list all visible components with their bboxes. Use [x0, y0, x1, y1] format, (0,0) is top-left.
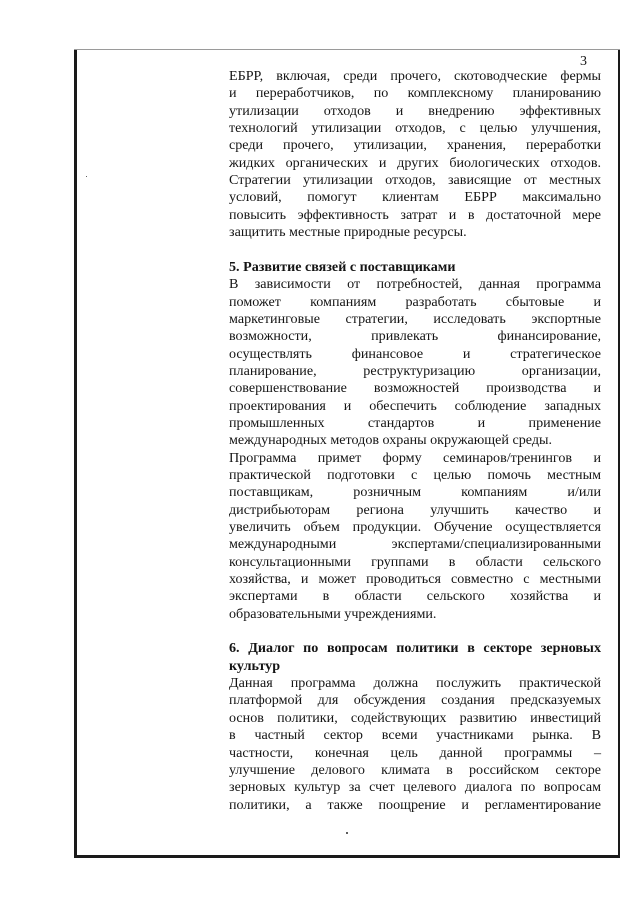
text-line: консультационными группами в области сельского: [229, 553, 601, 570]
text-line: Стратегии утилизации отходов, зависящие от местных: [229, 172, 601, 189]
page-number: 3: [580, 54, 587, 69]
document-body: [229, 68, 601, 814]
heading-line: культур: [229, 657, 281, 674]
scan-speck: [346, 832, 348, 834]
text-line: платформой для обсуждения создания предсказуемых: [229, 692, 601, 709]
text-line: среди прочего, утилизации, хранения, переработки: [229, 137, 601, 154]
text-line: увеличить объем продукции. Обучение осуществляется: [229, 518, 601, 535]
text-line: повысить эффективность затрат и в достаточной мере: [229, 206, 601, 223]
text-line: маркетинговые стратегии, исследовать экспортные: [229, 310, 601, 327]
text-line: Программа примет форму семинаров/тренингов и: [229, 449, 601, 466]
text-line: хозяйства, и может проводиться совместно с местными: [229, 571, 601, 588]
text-line: поставщикам, розничным компаниям и/или: [229, 484, 601, 501]
text-line: ЕБРР, включая, среди прочего, скотоводческие фермы: [229, 68, 601, 84]
paragraph-spacer: [229, 623, 601, 640]
text-line: промышленных стандартов и применение: [229, 414, 601, 431]
text-line: технологий утилизации отходов, с целью улучшения,: [229, 120, 601, 137]
text-line: проектирования и обеспечить соблюдение западных: [229, 397, 601, 414]
paragraph-spacer: [229, 241, 601, 258]
text-line: В зависимости от потребностей, данная программа: [229, 276, 601, 293]
text-line: условий, помогут клиентам ЕБРР максимально: [229, 189, 601, 206]
text-line: улучшение делового климата в российском секторе: [229, 761, 601, 778]
text-line: экспертами в области сельского хозяйства и: [229, 588, 601, 605]
text-line: жидких органических и других биологических отходов.: [229, 154, 601, 171]
paragraph-training-program: [229, 450, 601, 623]
section-heading-5: [229, 259, 601, 276]
text-line: защитить местные природные ресурсы.: [229, 224, 467, 241]
text-line: поможет компаниям разработать сбытовые и: [229, 293, 601, 310]
text-line: Данная программа должна послужить практической: [229, 675, 601, 692]
paragraph-waste-management: [229, 68, 601, 241]
text-line: возможности, привлекать финансирование,: [229, 328, 601, 345]
text-line: в частный сектор всеми участниками рынка. В: [229, 727, 601, 744]
text-line: планирование, реструктуризацию организации,: [229, 362, 601, 379]
text-line: частности, конечная цель данной программы –: [229, 744, 601, 761]
text-line: зерновых культур за счет целевого диалога по вопросам: [229, 779, 601, 796]
text-line: образовательными учреждениями.: [229, 605, 437, 622]
heading-line: 5. Развитие связей с поставщиками: [229, 258, 456, 275]
text-line: политики, а также поощрение и регламентирование: [229, 796, 601, 813]
text-line: осуществлять финансовое и стратегическое: [229, 345, 601, 362]
text-line: международных методов охраны окружающей среды.: [229, 432, 552, 449]
text-line: совершенствование возможностей производства и: [229, 380, 601, 397]
scan-speck: [86, 176, 87, 177]
text-line: утилизации отходов и внедрению эффективных: [229, 102, 601, 119]
text-line: основ политики, содействующих развитию инвестиций: [229, 709, 601, 726]
section-heading-6: [229, 640, 601, 675]
text-line: дистрибьюторам региона улучшить качество и: [229, 501, 601, 518]
text-line: международными экспертами/специализированными: [229, 536, 601, 553]
text-line: и переработчиков, по комплексному планированию: [229, 85, 601, 102]
heading-line: 6. Диалог по вопросам политики в секторе зерновых: [229, 640, 601, 657]
paragraph-policy-dialogue: [229, 675, 601, 814]
paragraph-supplier-linkages: [229, 276, 601, 449]
text-line: практической подготовки с целью помочь местным: [229, 466, 601, 483]
